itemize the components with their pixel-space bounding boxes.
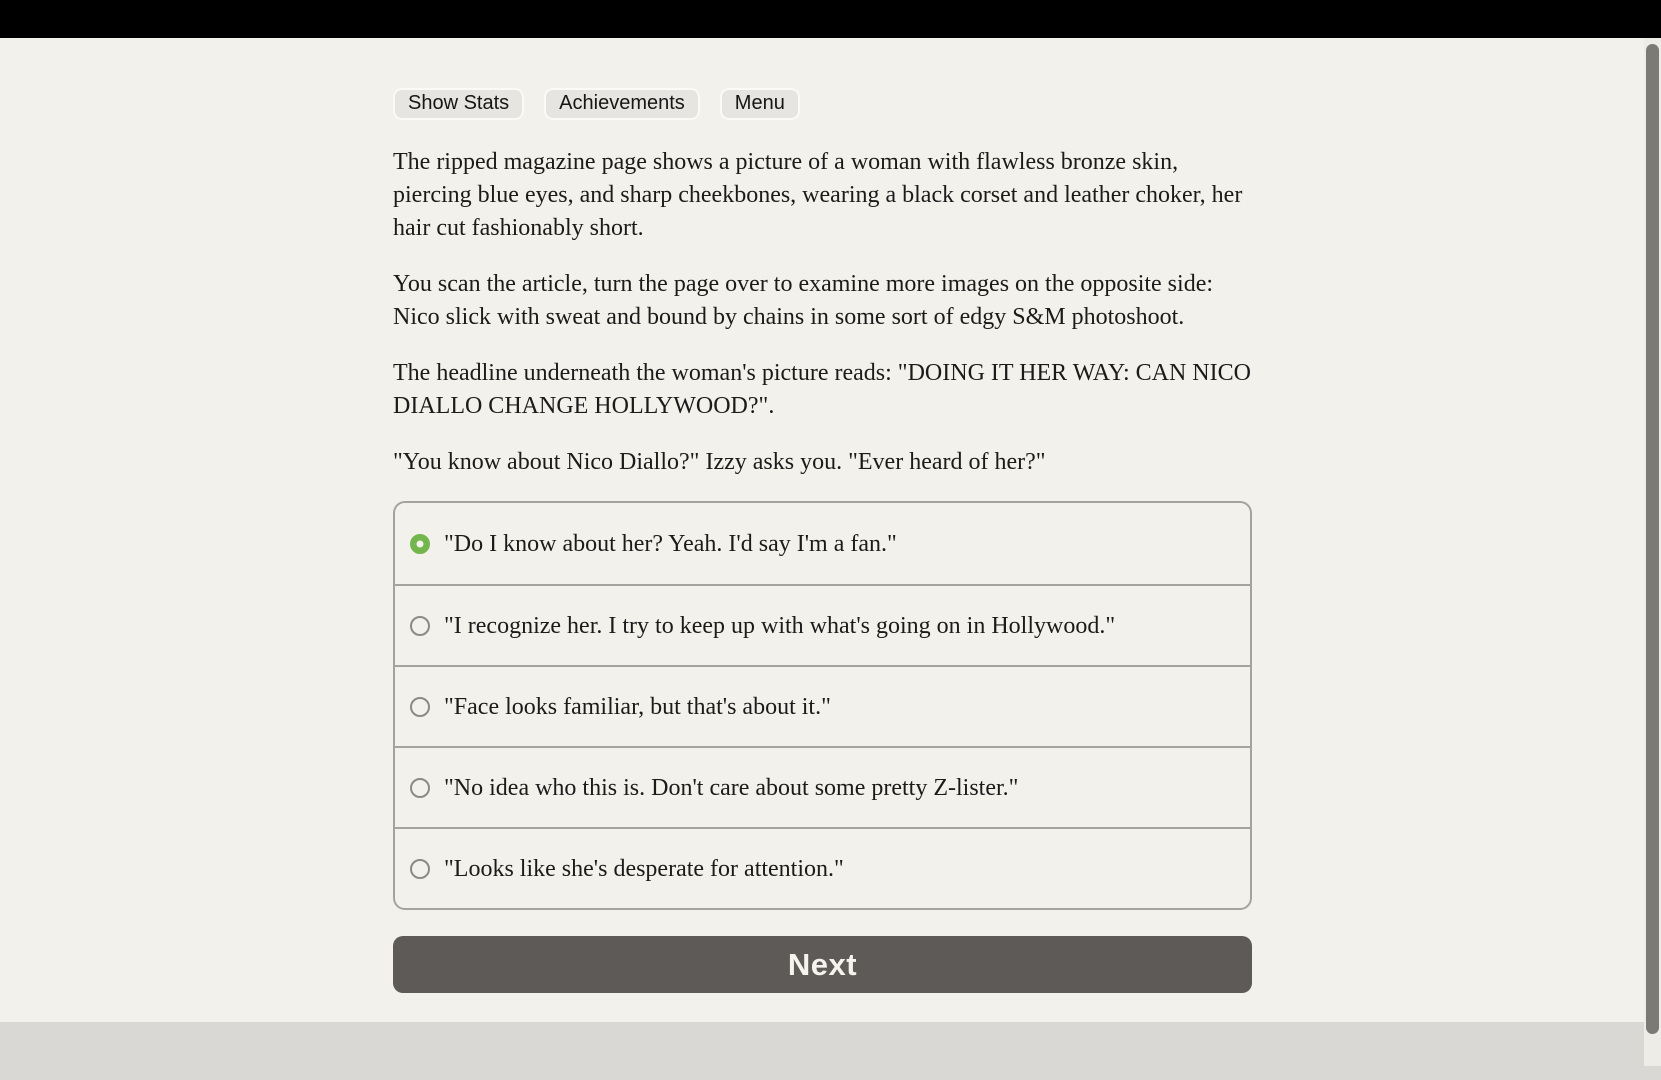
story-paragraph: The ripped magazine page shows a picture of a woman with flawless bronze skin, piercing blue eyes, and sharp cheekbones, wearing a black corset and leather choker, her hair cut fashionably short. (393, 149, 1243, 241)
radio-icon[interactable] (410, 534, 430, 554)
scrollbar-thumb[interactable] (1646, 44, 1659, 1034)
next-button[interactable]: Next (393, 936, 1252, 993)
choice-option-3[interactable] (395, 665, 1250, 746)
achievements-button[interactable]: Achievements (544, 88, 700, 120)
radio-icon[interactable] (410, 697, 430, 717)
toolbar (393, 88, 1252, 120)
choice-option-label: "Do I know about her? Yeah. I'd say I'm a fan." (444, 530, 897, 557)
choice-option-4[interactable] (395, 746, 1250, 827)
choice-option-label: "Face looks familiar, but that's about it." (444, 693, 831, 720)
choice-option-2[interactable] (395, 584, 1250, 665)
choice-list (393, 501, 1252, 910)
show-stats-button[interactable]: Show Stats (393, 88, 524, 120)
story-paragraph: "You know about Nico Diallo?" Izzy asks you. "Ever heard of her?" (393, 449, 1046, 475)
radio-icon[interactable] (410, 859, 430, 879)
choice-option-label: "Looks like she's desperate for attention." (444, 855, 844, 882)
choice-option-label: "I recognize her. I try to keep up with what's going on in Hollywood." (444, 612, 1116, 639)
radio-icon[interactable] (410, 616, 430, 636)
choice-option-5[interactable] (395, 827, 1250, 908)
choice-option-1[interactable] (395, 503, 1250, 584)
bottom-band (0, 1022, 1661, 1080)
menu-button[interactable]: Menu (720, 88, 800, 120)
story-paragraph: The headline underneath the woman's picture reads: "DOING IT HER WAY: CAN NICO DIALLO CHANGE HOLLYWOOD?". (393, 360, 1251, 419)
story-text (393, 146, 1252, 479)
top-black-bar (0, 0, 1661, 38)
scrollbar-track[interactable] (1644, 38, 1661, 1066)
story-content (393, 38, 1252, 993)
story-paragraph: You scan the article, turn the page over to examine more images on the opposite side: Nico slick with sweat and bound by chains in some sort of edgy S&M photoshoot. (393, 271, 1214, 330)
radio-icon[interactable] (410, 778, 430, 798)
choice-option-label: "No idea who this is. Don't care about some pretty Z-lister." (444, 774, 1019, 801)
